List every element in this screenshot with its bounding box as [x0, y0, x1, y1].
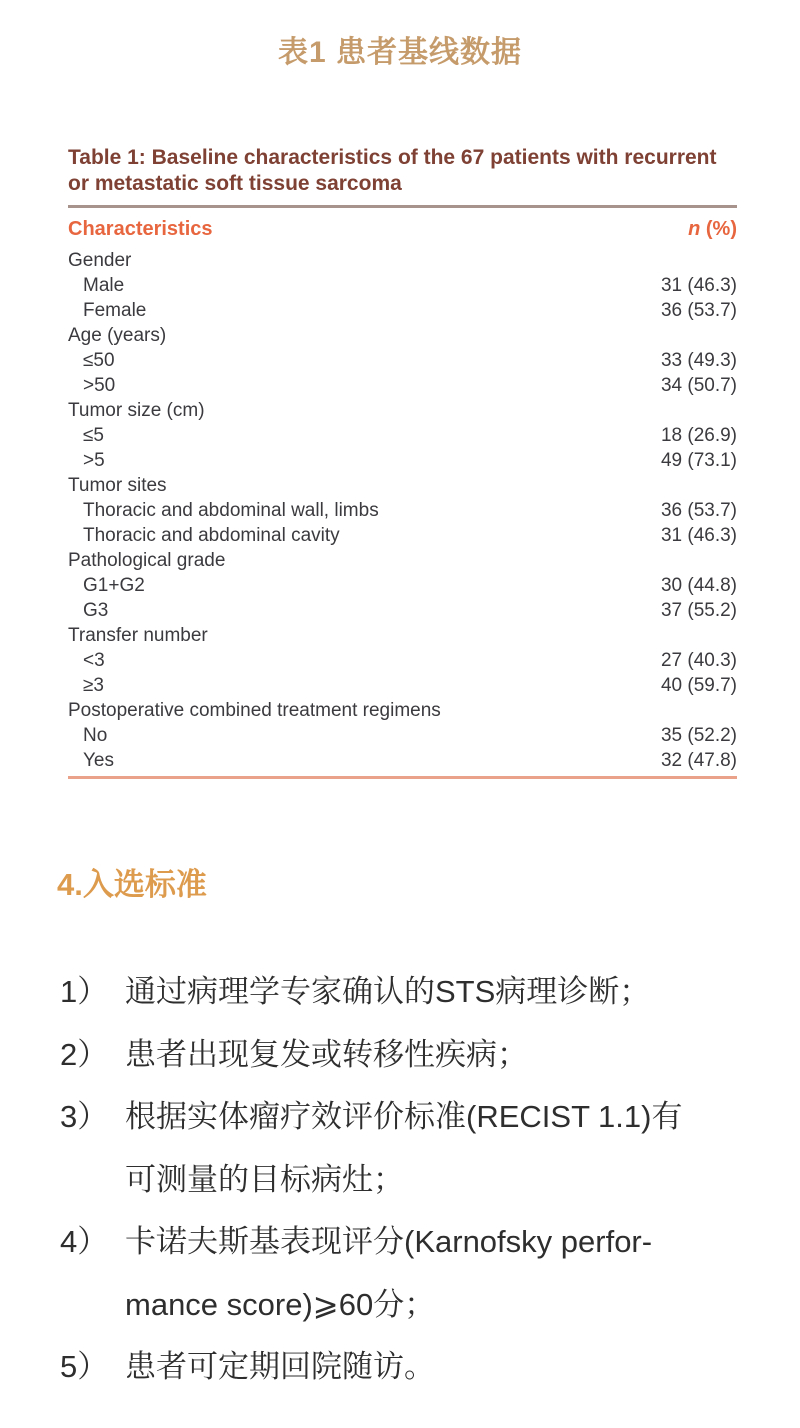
table-bottom-rule	[68, 776, 737, 779]
criteria-item	[60, 1024, 800, 1087]
row-value: 36 (53.7)	[660, 300, 737, 321]
row-label: G3	[83, 600, 109, 621]
row-value: 31 (46.3)	[660, 275, 737, 296]
row-label: ≤5	[83, 425, 104, 446]
item-line: mance score)⩾60分；	[125, 1286, 436, 1322]
criteria-item	[60, 961, 800, 1024]
row-value: 30 (44.8)	[660, 575, 737, 596]
table-body	[68, 248, 737, 776]
table-category-row	[68, 248, 737, 273]
row-value: 36 (53.7)	[660, 500, 737, 521]
table-category-row	[68, 698, 737, 723]
table-category-row	[68, 323, 737, 348]
table-subrow	[68, 598, 737, 623]
table-caption: Table 1: Baseline characteristics of the 67 patients with recurrent or metastatic soft tissue sarcoma	[68, 146, 717, 195]
row-label: G1+G2	[83, 575, 145, 596]
row-label: Female	[83, 300, 147, 321]
row-label: Male	[83, 275, 125, 296]
criteria-list	[60, 961, 800, 1399]
item-number: 4）	[60, 1224, 109, 1259]
row-label: Postoperative combined treatment regimens	[68, 700, 441, 721]
row-label: Tumor sites	[68, 475, 167, 496]
row-value: 35 (52.2)	[660, 725, 737, 746]
row-label: ≤50	[83, 350, 115, 371]
row-label: Transfer number	[68, 625, 208, 646]
row-label: >50	[83, 375, 116, 396]
table-subrow	[68, 373, 737, 398]
row-label: >5	[83, 450, 105, 471]
item-line: 卡诺夫斯基表现评分(Karnofsky perfor-	[125, 1224, 653, 1259]
table-subrow	[68, 748, 737, 773]
table-category-row	[68, 398, 737, 423]
table-subrow	[68, 523, 737, 548]
item-number: 1）	[60, 974, 109, 1009]
column-header-n-percent	[688, 217, 737, 241]
row-value: 49 (73.1)	[660, 450, 737, 471]
row-label: ≥3	[83, 675, 104, 696]
criteria-item	[60, 1336, 800, 1399]
item-line: 可测量的目标病灶；	[125, 1161, 404, 1197]
row-label: Age (years)	[68, 325, 167, 346]
table-category-row	[68, 473, 737, 498]
row-label: Pathological grade	[68, 550, 226, 571]
column-header-characteristics: Characteristics	[68, 218, 213, 240]
row-value: 40 (59.7)	[660, 675, 737, 696]
page-title: 表1 患者基线数据	[277, 36, 523, 69]
row-label: <3	[83, 650, 105, 671]
criteria-item	[60, 1086, 800, 1211]
table-subrow	[68, 448, 737, 473]
baseline-table	[68, 145, 737, 779]
criteria-item	[60, 1211, 800, 1336]
table-subrow	[68, 273, 737, 298]
item-text	[125, 1336, 800, 1399]
row-value: 18 (26.9)	[660, 425, 737, 446]
item-number: 3）	[60, 1099, 109, 1134]
item-line: 患者可定期回院随访。	[125, 1349, 435, 1384]
row-value: 27 (40.3)	[660, 650, 737, 671]
item-text	[125, 1211, 800, 1336]
table-category-row	[68, 548, 737, 573]
row-value: 32 (47.8)	[660, 750, 737, 771]
table-subrow	[68, 723, 737, 748]
table-subrow	[68, 498, 737, 523]
row-value: 31 (46.3)	[660, 525, 737, 546]
table-subrow	[68, 648, 737, 673]
item-number: 2）	[60, 1036, 109, 1072]
item-line: 患者出现复发或转移性疾病；	[125, 1036, 528, 1072]
row-value: 34 (50.7)	[660, 375, 737, 396]
item-line: 通过病理学专家确认的STS病理诊断；	[125, 974, 651, 1009]
item-number: 5）	[60, 1349, 109, 1384]
item-text	[125, 1086, 800, 1211]
row-value: 33 (49.3)	[660, 350, 737, 371]
item-text	[125, 1024, 800, 1087]
item-text	[125, 961, 800, 1024]
table-subrow	[68, 348, 737, 373]
table-subrow	[68, 673, 737, 698]
row-label: Yes	[83, 750, 114, 771]
row-value: 37 (55.2)	[660, 600, 737, 621]
table-subrow	[68, 298, 737, 323]
item-line: 根据实体瘤疗效评价标准(RECIST 1.1)有	[125, 1099, 683, 1134]
row-label: Tumor size (cm)	[68, 400, 205, 421]
percent-suffix: (%)	[700, 218, 737, 240]
table-subrow	[68, 573, 737, 598]
n-italic-label: n	[688, 218, 701, 240]
table-subrow	[68, 423, 737, 448]
table-header-row	[68, 208, 737, 248]
row-label: Thoracic and abdominal cavity	[83, 525, 340, 546]
table-category-row	[68, 623, 737, 648]
row-label: Gender	[68, 250, 132, 271]
section-heading-inclusion-criteria: 4.入选标准	[57, 867, 207, 902]
row-label: No	[83, 725, 108, 746]
row-label: Thoracic and abdominal wall, limbs	[83, 500, 379, 521]
